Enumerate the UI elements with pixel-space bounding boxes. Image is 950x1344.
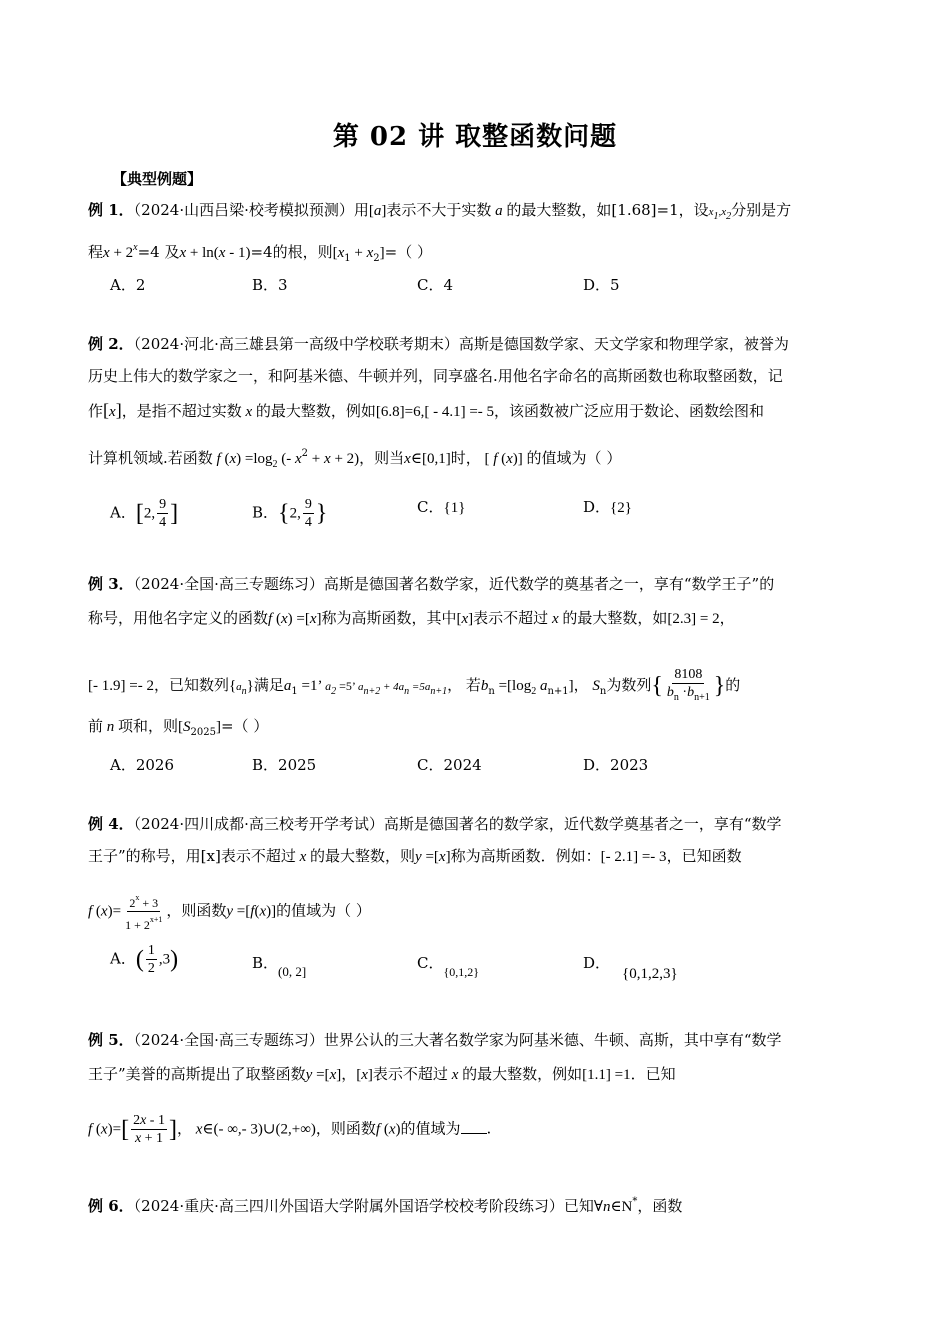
ex1-source: （2024·山西吕梁·校考模拟预测）: [133, 201, 354, 219]
ex3-label: 例 3．: [88, 575, 134, 593]
ex4-label: 例 4．: [88, 815, 134, 833]
ex3-line4: 前 n 项和，则$[S_{2025}]=$（ ）: [88, 717, 269, 738]
ex3-option-a[interactable]: A．2026: [110, 756, 175, 774]
ex1-options: [110, 274, 850, 294]
ex1-label: 例 1．: [88, 201, 134, 219]
ex5-line2: 王子”美誉的高斯提出了取整函数y =[x]，[x]表示不超过 x 的最大整数，例如[1.1] =1．已知: [88, 1065, 676, 1083]
ex4-line2: 王子”的称号，用[x]表示不超过 x 的最大整数，则y =[x]称为高斯函数．例如：[- 2.1] =- 3，已知函数: [88, 847, 742, 865]
ex2-line4: 计算机领域.若函数 f $(x) =\log_2$ (- $x^2 + x + 2$)，则当x∈[0,1]时， [ f (x)] 的值域为（ ）: [88, 448, 622, 470]
ex5-line3: f (x)=[ $\frac{2x - 1}{x + 1}$ ]， x∈(- ∞,- 3)∪(2,+∞)，则函数f (x)的值域为 .: [88, 1113, 492, 1146]
ex2-option-b[interactable]: B．{2, $\frac{9}{4}$ }: [252, 497, 328, 530]
ex6-label: 例 6．: [88, 1197, 134, 1215]
ex5-line1: 例 5．（2024·全国·高三专题练习）世界公认的三大著名数学家为阿基米德、牛顿、高斯，其中享有“数学: [88, 1031, 782, 1049]
ex3-line1: 例 3．（2024·全国·高三专题练习）高斯是德国著名数学家，近代数学的奠基者之一，享有“数学王子”的: [88, 575, 775, 593]
ex4-line3: f (x)= $\frac{2^x + 3}{1 + 2^{x+1}}$ ，则函数y =[f(x)]的值域为（ ）: [88, 890, 863, 933]
ex2-option-d[interactable]: D．{2}: [583, 498, 632, 516]
ex6-line1: 例 6．（2024·重庆·高三四川外国语大学附属外国语学校校考阶段练习）已知∀n∈N*，函数: [88, 1196, 683, 1215]
ex4-option-c[interactable]: C．$_{\{0,1,2\}}$: [417, 954, 480, 979]
ex1-option-b[interactable]: B．3: [252, 276, 288, 294]
ex1-option-a[interactable]: A．2: [110, 276, 146, 294]
ex4-option-d[interactable]: D．{0,1,2,3}: [583, 954, 678, 982]
answer-blank[interactable]: [461, 1121, 487, 1134]
ex3-options: [110, 754, 850, 774]
section-heading: 【典型例题】: [112, 170, 203, 188]
ex4-option-b[interactable]: B．(0, 2]: [252, 954, 307, 979]
page-title: 第 02 讲 取整函数问题: [332, 122, 618, 152]
ex1-option-d[interactable]: D．5: [583, 276, 620, 294]
ex2-option-a[interactable]: A．[2, $\frac{9}{4}$ ]: [110, 497, 179, 530]
ex3-option-d[interactable]: D．2023: [583, 756, 649, 774]
ex4-options: [110, 942, 850, 986]
ex3-line2: 称号，用他名字定义的函数f (x) =[x]称为高斯函数，其中[x]表示不超过 x 的最大整数，如[2.3] = 2，: [88, 609, 735, 627]
ex4-line1: 例 4．（2024·四川成都·高三校考开学考试）高斯是德国著名的数学家，近代数学奠基者之一，享有“数学: [88, 815, 782, 833]
ex3-option-c[interactable]: C．2024: [417, 756, 482, 774]
ex2-line2: 历史上伟大的数学家之一，和阿基米德、牛顿并列，同享盛名.用他名字命名的高斯函数也称取整函数，记: [88, 367, 783, 385]
ex1-option-c[interactable]: C．4: [417, 276, 454, 294]
ex2-line3: 作[x]，是指不超过实数 x 的最大整数，例如[6.8]=6,[ - 4.1] =- 5，该函数被广泛应用于数论、函数绘图和: [88, 400, 765, 420]
ex1-line1: 例 1．（2024·山西吕梁·校考模拟预测）用[a]表示不大于实数 a 的最大整数，如[1.68]=1，设x1,x2分别是方: [88, 201, 792, 222]
ex1-line2: 程$x + 2^x=4$ 及x + ln(x - 1)=4的根，则$[x_1 + x_2]=$（ ）: [88, 242, 432, 264]
ex2-options: [110, 486, 850, 530]
ex3-option-b[interactable]: B．2025: [252, 756, 317, 774]
ex2-option-c[interactable]: C．{1}: [417, 498, 466, 516]
ex5-label: 例 5．: [88, 1031, 134, 1049]
ex2-line1: 例 2．（2024·河北·高三雄县第一高级中学校联考期末）高斯是德国数学家、天文学家和物理学家，被誉为: [88, 335, 789, 353]
ex4-option-a[interactable]: A．( $\frac{1}{2}$ ,3): [110, 943, 179, 976]
ex3-line3: [- 1.9] =- 2，已知数列{an}满足$a_1 =1$’ $a_2 =5$’ an+2 + 4an =5an+1， 若$b_n =[\log_2$ $a_{n+1}$]， $S_n$为数列{ $\frac{8108}{b_n \cdot b_{n+1}}$ }的: [88, 667, 741, 703]
ex2-label: 例 2．: [88, 335, 134, 353]
